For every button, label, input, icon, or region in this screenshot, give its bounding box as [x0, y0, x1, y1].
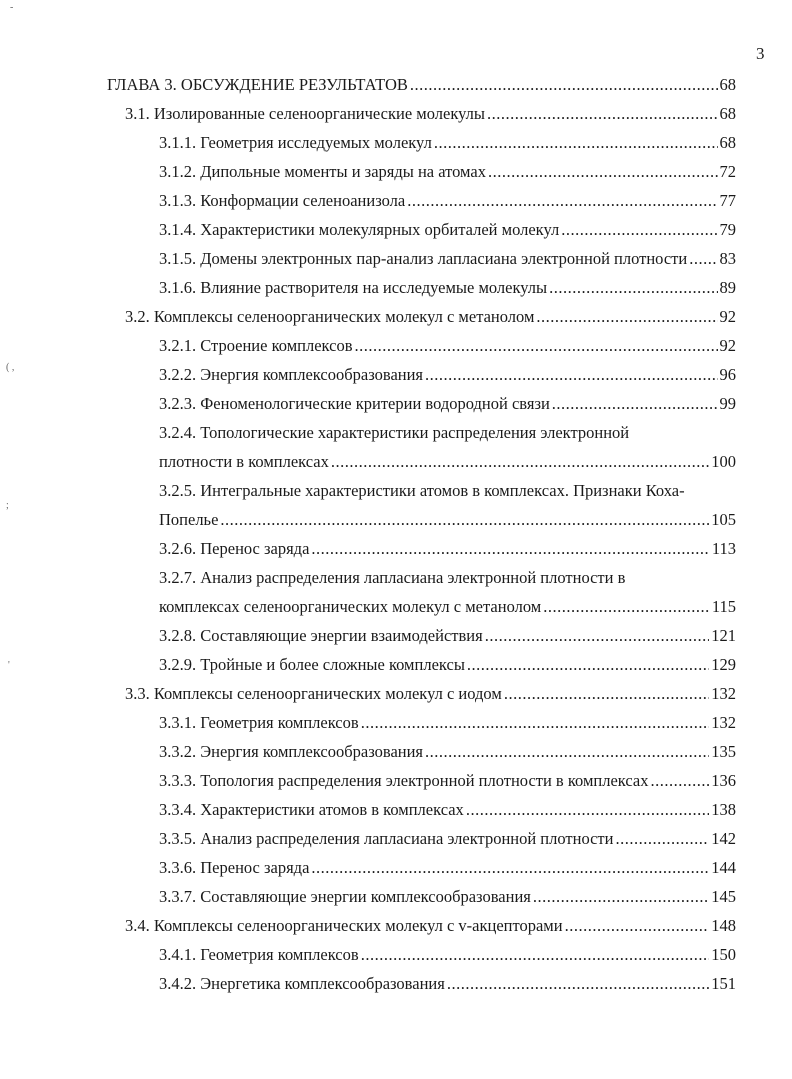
toc-entry-page: 113 — [711, 539, 736, 558]
toc-entry-page: 96 — [719, 365, 736, 384]
table-of-contents — [0, 70, 792, 998]
toc-entry-page: 92 — [719, 307, 736, 326]
dot-leader — [355, 331, 718, 360]
toc-entry-row — [159, 940, 736, 969]
toc-entry-label: Попелье — [159, 510, 219, 529]
toc-entry-label: 3.3.4. Характеристики атомов в комплексах — [159, 800, 464, 819]
toc-entry[interactable] — [0, 621, 792, 650]
dot-leader — [543, 592, 710, 621]
toc-entry-row — [159, 157, 736, 186]
toc-entry-row — [159, 331, 736, 360]
toc-entry-row — [159, 592, 736, 621]
toc-entry[interactable] — [0, 795, 792, 824]
dot-leader — [549, 273, 717, 302]
toc-entry-label: 3.2.2. Энергия комплексообразования — [159, 365, 424, 384]
toc-entry-label: 3.3.6. Перенос заряда — [159, 858, 310, 877]
toc-entry[interactable] — [0, 70, 792, 99]
toc-entry[interactable] — [0, 940, 792, 969]
toc-entry[interactable] — [0, 882, 792, 911]
toc-entry-page: 150 — [711, 945, 736, 964]
toc-entry-row — [159, 389, 736, 418]
toc-entry-label: 3.3.1. Геометрия комплексов — [159, 713, 359, 732]
toc-entry-page: 99 — [719, 394, 736, 413]
toc-entry-row — [159, 882, 736, 911]
toc-entry-page: 89 — [719, 278, 736, 297]
toc-entry-row — [159, 650, 736, 679]
scan-mark: ; — [6, 500, 9, 511]
toc-entry-label-line1: 3.2.5. Интегральные характеристики атомов в комплексах. Признаки Коха- — [159, 481, 685, 500]
toc-entry[interactable] — [0, 737, 792, 766]
dot-leader — [485, 621, 710, 650]
scan-mark: - — [10, 2, 14, 13]
toc-entry-label: 3.2.9. Тройные и более сложные комплексы — [159, 655, 465, 674]
toc-entry[interactable] — [0, 708, 792, 737]
toc-entry-label: ГЛАВА 3. ОБСУЖДЕНИЕ РЕЗУЛЬТАТОВ — [107, 75, 408, 94]
toc-entry-page: 68 — [719, 133, 736, 152]
toc-entry-page: 72 — [719, 162, 736, 181]
toc-entry[interactable] — [0, 476, 792, 534]
toc-entry[interactable] — [0, 389, 792, 418]
toc-entry-row — [159, 708, 736, 737]
toc-entry-label-line1: 3.2.4. Топологические характеристики распределения электронной — [159, 423, 630, 442]
dot-leader — [425, 737, 709, 766]
toc-entry-label: 3.3.7. Составляющие энергии комплексообразования — [159, 887, 531, 906]
toc-entry[interactable] — [0, 99, 792, 128]
toc-entry[interactable] — [0, 534, 792, 563]
toc-entry-page: 144 — [711, 858, 736, 877]
toc-entry-page: 105 — [711, 510, 736, 529]
toc-entry-label: 3.1.5. Домены электронных пар-анализ лапласиана электронной плотности — [159, 249, 688, 268]
toc-entry-label: 3.3.2. Энергия комплексообразования — [159, 742, 424, 761]
toc-entry-row — [159, 824, 736, 853]
toc-entry-row — [159, 244, 736, 273]
toc-entry[interactable] — [0, 302, 792, 331]
toc-entry-label: 3.1.2. Дипольные моменты и заряды на атомах — [159, 162, 486, 181]
scan-mark: ( , — [6, 362, 15, 373]
page-number: 3 — [756, 44, 765, 63]
toc-entry-label: 3.4.1. Геометрия комплексов — [159, 945, 359, 964]
toc-entry-row — [159, 186, 736, 215]
toc-entry-page: 92 — [719, 336, 736, 355]
dot-leader — [220, 505, 709, 534]
toc-entry-row — [159, 128, 736, 157]
toc-entry-row — [159, 534, 736, 563]
toc-entry-page: 142 — [711, 829, 736, 848]
toc-entry-row — [159, 795, 736, 824]
dot-leader — [410, 70, 718, 99]
toc-entry-label: 3.3.3. Топология распределения электронной плотности в комплексах — [159, 771, 649, 790]
dot-leader — [311, 534, 709, 563]
toc-entry[interactable] — [0, 766, 792, 795]
toc-entry-label: 3.2.8. Составляющие энергии взаимодействия — [159, 626, 483, 645]
toc-entry-page: 100 — [711, 452, 736, 471]
toc-entry-label: 3.4.2. Энергетика комплексообразования — [159, 974, 445, 993]
toc-entry[interactable] — [0, 563, 792, 621]
dot-leader — [467, 650, 709, 679]
toc-entry-row — [159, 853, 736, 882]
dot-leader — [504, 679, 709, 708]
toc-entry-label: 3.1.4. Характеристики молекулярных орбиталей молекул — [159, 220, 560, 239]
toc-entry[interactable] — [0, 824, 792, 853]
toc-entry-label: 3.2. Комплексы селеноорганических молекул с метанолом — [125, 307, 535, 326]
dot-leader — [407, 186, 717, 215]
toc-entry-page: 79 — [719, 220, 736, 239]
toc-entry-row — [125, 679, 736, 708]
toc-entry-page: 77 — [719, 191, 736, 210]
toc-entry-page: 83 — [719, 249, 736, 268]
toc-entry-page: 121 — [711, 626, 736, 645]
dot-leader — [536, 302, 717, 331]
toc-entry-label: комплексах селеноорганических молекул с метанолом — [159, 597, 542, 616]
toc-entry-row — [159, 215, 736, 244]
dot-leader — [561, 215, 717, 244]
toc-entry-page: 68 — [719, 75, 736, 94]
toc-entry[interactable] — [0, 215, 792, 244]
dot-leader — [651, 766, 710, 795]
toc-entry[interactable] — [0, 969, 792, 998]
dot-leader — [615, 824, 709, 853]
toc-entry-label: 3.1. Изолированные селеноорганические молекулы — [125, 104, 485, 123]
dot-leader — [552, 389, 718, 418]
toc-entry-row — [159, 737, 736, 766]
dot-leader — [447, 969, 709, 998]
toc-entry[interactable] — [0, 331, 792, 360]
toc-entry-page: 68 — [719, 104, 736, 123]
toc-entry-row — [159, 969, 736, 998]
toc-entry-label: 3.3.5. Анализ распределения лапласиана электронной плотности — [159, 829, 614, 848]
toc-entry[interactable] — [0, 157, 792, 186]
dot-leader — [425, 360, 717, 389]
toc-entry-row — [159, 360, 736, 389]
toc-entry-page: 135 — [711, 742, 736, 761]
toc-entry-page: 132 — [711, 713, 736, 732]
toc-entry[interactable] — [0, 128, 792, 157]
toc-entry-page: 138 — [711, 800, 736, 819]
toc-entry-label: 3.2.1. Строение комплексов — [159, 336, 353, 355]
toc-entry[interactable] — [0, 273, 792, 302]
toc-entry[interactable] — [0, 360, 792, 389]
toc-entry-label-line1: 3.2.7. Анализ распределения лапласиана электронной плотности в — [159, 568, 626, 587]
dot-leader — [434, 128, 718, 157]
toc-entry-label: 3.3. Комплексы селеноорганических молекул с иодом — [125, 684, 502, 703]
dot-leader — [466, 795, 709, 824]
toc-entry-page: 151 — [711, 974, 736, 993]
toc-entry-row — [125, 99, 736, 128]
toc-entry[interactable] — [0, 244, 792, 273]
toc-entry-page: 132 — [711, 684, 736, 703]
dot-leader — [565, 911, 710, 940]
toc-entry-page: 148 — [711, 916, 736, 935]
toc-entry-label: 3.1.3. Конформации селеноанизола — [159, 191, 406, 210]
toc-entry[interactable] — [0, 186, 792, 215]
toc-entry-label: 3.4. Комплексы селеноорганических молекул с v-акцепторами — [125, 916, 563, 935]
toc-entry-row — [159, 505, 736, 534]
toc-entry-page: 136 — [711, 771, 736, 790]
scan-mark: ' — [8, 660, 10, 671]
toc-entry[interactable] — [0, 853, 792, 882]
toc-entry[interactable] — [0, 650, 792, 679]
toc-entry-label: 3.1.6. Влияние растворителя на исследуемые молекулы — [159, 278, 548, 297]
dot-leader — [361, 940, 710, 969]
toc-entry-label: плотности в комплексах — [159, 452, 329, 471]
dot-leader — [331, 447, 709, 476]
toc-entry-row — [159, 766, 736, 795]
dot-leader — [487, 99, 718, 128]
toc-entry-label: 3.1.1. Геометрия исследуемых молекул — [159, 133, 432, 152]
dot-leader — [361, 708, 710, 737]
toc-entry-label: 3.2.6. Перенос заряда — [159, 539, 310, 558]
dot-leader — [689, 244, 717, 273]
toc-entry-row — [125, 911, 736, 940]
toc-entry-page: 115 — [711, 597, 736, 616]
toc-entry-row — [159, 447, 736, 476]
toc-entry-row — [125, 302, 736, 331]
dot-leader — [311, 853, 709, 882]
toc-entry[interactable] — [0, 911, 792, 940]
toc-entry-label: 3.2.3. Феноменологические критерии водородной связи — [159, 394, 550, 413]
toc-entry-row — [107, 70, 736, 99]
toc-entry-page: 145 — [711, 887, 736, 906]
toc-entry-page: 129 — [711, 655, 736, 674]
dot-leader — [488, 157, 718, 186]
toc-entry-row — [159, 621, 736, 650]
toc-entry[interactable] — [0, 418, 792, 476]
toc-entry-row — [159, 273, 736, 302]
dot-leader — [533, 882, 709, 911]
toc-entry[interactable] — [0, 679, 792, 708]
